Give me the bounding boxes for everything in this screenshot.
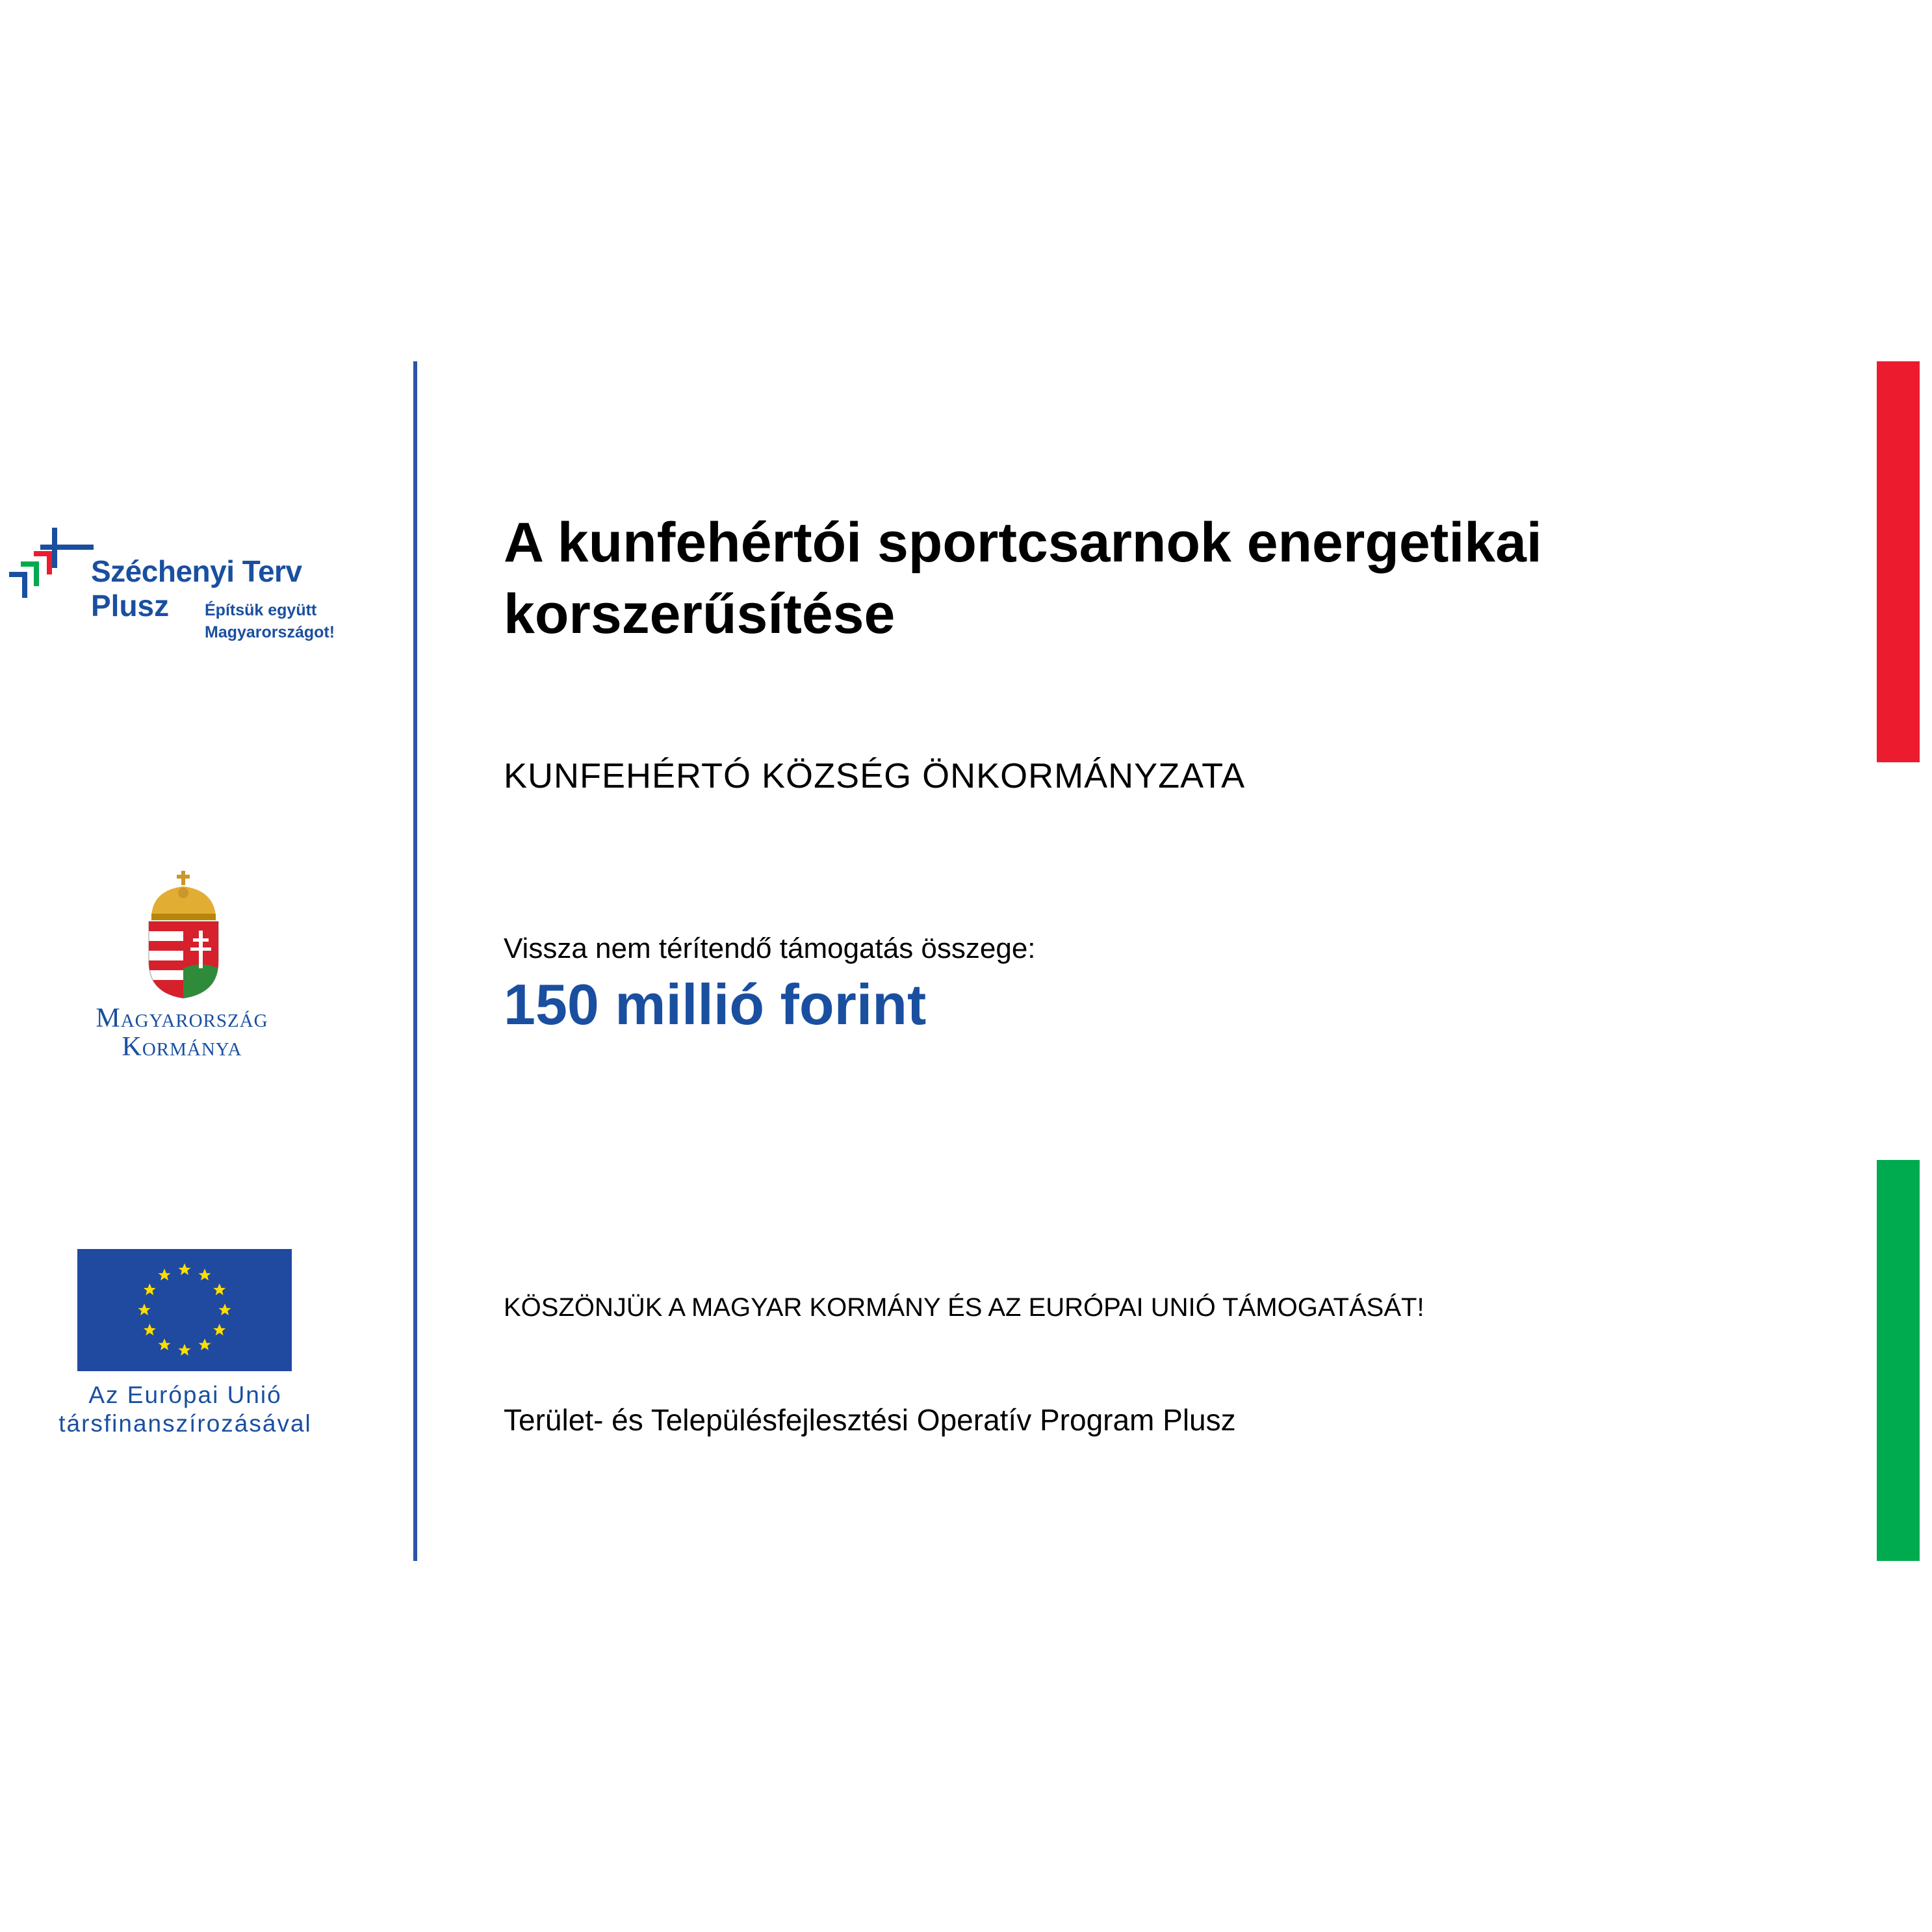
szechenyi-logo-slogan — [205, 599, 335, 643]
thanks-statement: KÖSZÖNJÜK A MAGYAR KORMÁNY ÉS AZ EURÓPAI UNIÓ TÁMOGATÁSÁT! — [504, 1293, 1424, 1322]
government-logo-text — [39, 1004, 325, 1061]
eu-logo-caption — [26, 1381, 344, 1438]
szechenyi-slogan-line2: Magyarországot! — [205, 623, 335, 641]
hungarian-coat-of-arms-icon — [146, 871, 221, 1001]
flag-stripe-red — [1877, 361, 1920, 762]
beneficiary-name: KUNFEHÉRTÓ KÖZSÉG ÖNKORMÁNYZATA — [504, 756, 1246, 795]
szechenyi-slogan-line1: Építsük együtt — [205, 601, 317, 619]
eu-flag-icon — [77, 1249, 292, 1371]
eu-stars — [77, 1249, 292, 1371]
szechenyi-terv-plusz-logo — [6, 520, 370, 650]
szechenyi-logo-name-line1: Széchenyi Terv — [91, 554, 302, 588]
eu-star-icon — [159, 1339, 171, 1350]
vertical-separator — [413, 361, 417, 1561]
eu-caption-line2: társfinanszírozásával — [58, 1410, 312, 1437]
eu-star-icon — [199, 1339, 211, 1350]
grant-amount: 150 millió forint — [504, 972, 927, 1037]
eu-star-icon — [179, 1344, 191, 1356]
eu-star-icon — [144, 1324, 156, 1335]
eu-caption-line1: Az Európai Unió — [88, 1382, 282, 1408]
eu-star-icon — [213, 1283, 225, 1295]
eu-star-icon — [213, 1324, 225, 1335]
eu-star-icon — [144, 1283, 156, 1295]
flag-stripe-green — [1877, 1160, 1920, 1561]
government-logo-line2: Kormánya — [122, 1032, 242, 1062]
eu-star-icon — [199, 1269, 211, 1280]
program-name: Terület- és Településfejlesztési Operatív Program Plusz — [504, 1403, 1236, 1437]
eu-star-icon — [159, 1269, 171, 1280]
eu-star-icon — [219, 1304, 231, 1315]
grant-label: Vissza nem térítendő támogatás összege: — [504, 933, 1036, 964]
szechenyi-cross-mark-icon — [6, 520, 97, 598]
government-logo-line1: Magyarország — [96, 1003, 268, 1033]
szechenyi-logo-name-line2: Plusz — [91, 589, 170, 623]
eu-star-icon — [179, 1263, 191, 1275]
eu-star-icon — [138, 1304, 151, 1315]
project-title: A kunfehértói sportcsarnok energetikai korszerűsítése — [504, 511, 1542, 645]
